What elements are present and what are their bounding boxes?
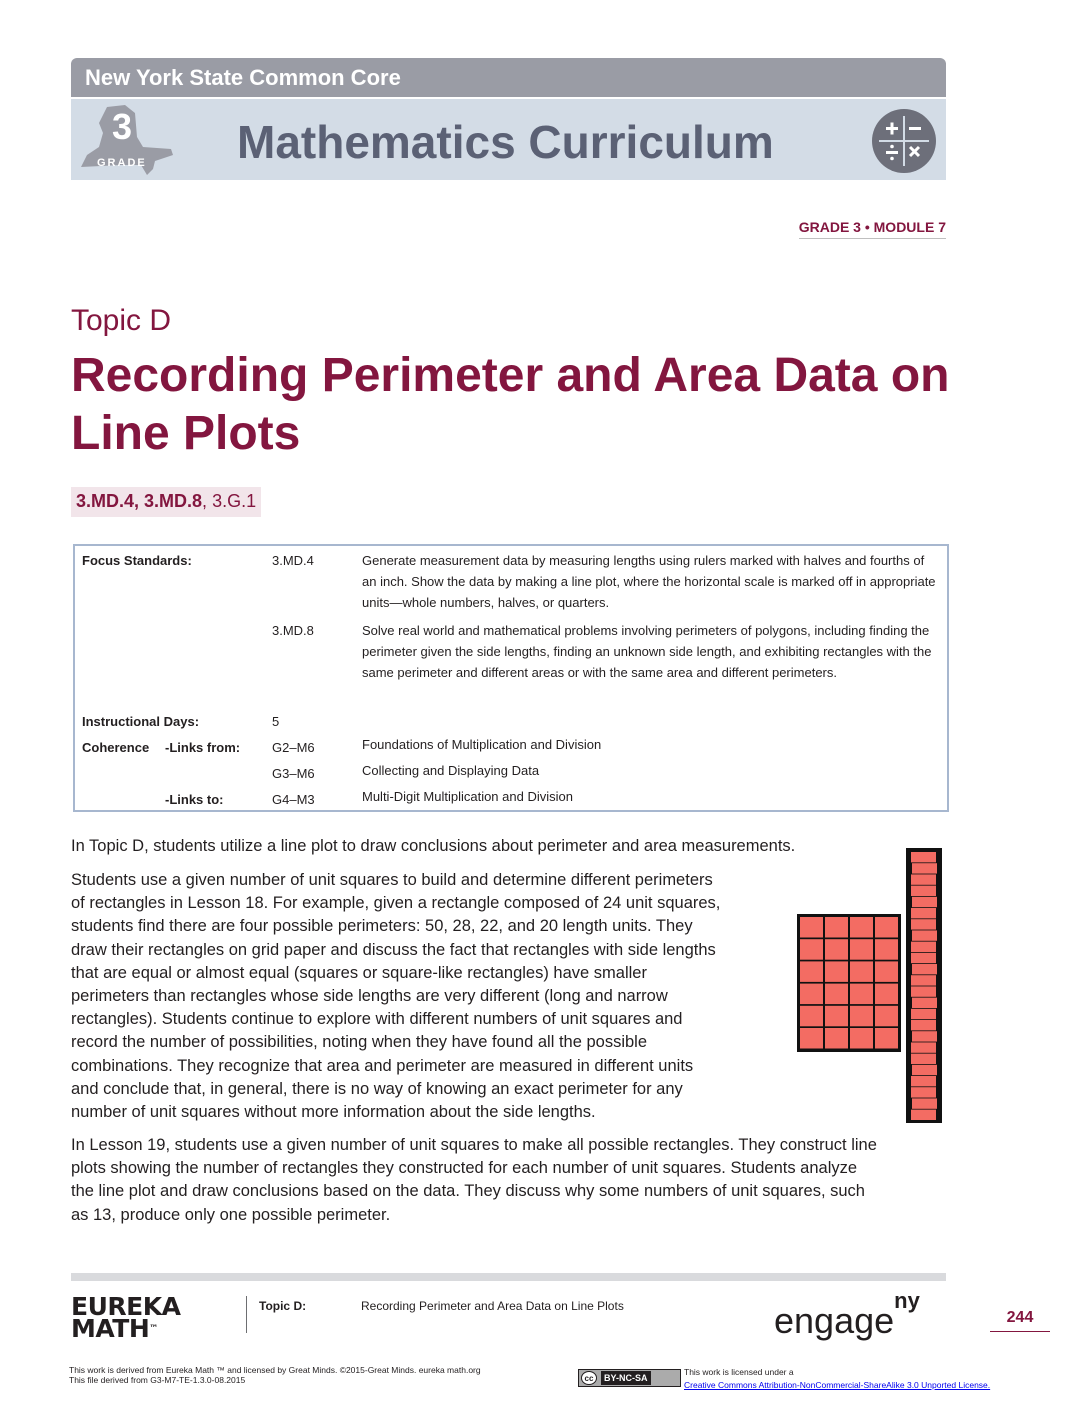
paragraph-line: students find there are four possible perimeters: 50, 28, 22, and 20 length units. They (71, 917, 693, 936)
lesson-19-paragraph (71, 1134, 951, 1227)
standards-regular: 3.G.1 (212, 491, 257, 511)
footer-topic-label: Topic D: (259, 1299, 307, 1313)
unit-square-tile (850, 939, 873, 960)
coherence-label: Coherence (82, 740, 150, 755)
unit-square-tile (912, 897, 937, 907)
instructional-days-value: 5 (272, 714, 280, 729)
unit-square-tile (850, 961, 873, 982)
focus-standards-label: Focus Standards: (82, 553, 192, 568)
paragraph-line: perimeters than rectangles whose side lengths are very different (long and narrow (71, 987, 668, 1006)
paragraph-line: Students use a given number of unit squares to build and determine different perimeters (71, 871, 713, 889)
unit-square-tile (825, 1006, 848, 1027)
paragraph-line: draw their rectangles on grid paper and discuss the fact that rectangles with side lengths (71, 940, 716, 959)
links-from-label: -Links from: (165, 740, 241, 755)
topic-label: Topic D (71, 304, 172, 337)
math-operations-icon (871, 108, 937, 174)
intro-paragraph: In Topic D, students utilize a line plot to draw conclusions about perimeter and area measurements. (71, 837, 796, 855)
unit-square-tile (825, 917, 848, 938)
unit-square-tile (800, 1006, 823, 1027)
link-title: Collecting and Displaying Data (362, 763, 540, 778)
unit-squares-rectangle-photo (797, 914, 901, 1052)
credit-line: This work is derived from Eureka Math ™ and licensed by Great Minds. ©2015-Great Minds. eureka math.org (69, 1365, 481, 1375)
unit-square-tile (912, 1098, 937, 1108)
page-number: 244 (990, 1309, 1050, 1332)
link-title: Foundations of Multiplication and Division (362, 737, 602, 752)
topic-title: Recording Perimeter and Area Data on Line Plots (71, 349, 950, 460)
curriculum-banner (71, 99, 946, 180)
unit-square-tile (850, 1028, 873, 1049)
curriculum-title: Mathematics Curriculum (237, 116, 774, 168)
state-title: New York State Common Core (85, 65, 401, 90)
unit-square-tile (911, 1110, 936, 1120)
engageny-sup: ny (894, 1288, 920, 1313)
unit-square-tile (875, 917, 898, 938)
unit-square-tile (825, 961, 848, 982)
unit-square-tile (911, 953, 936, 963)
logo-line-eureka: EUREKA (71, 1292, 181, 1321)
file-source-line: This file derived from G3-M7-TE-1.3.0-08.2015 (69, 1375, 246, 1385)
lesson-18-paragraph (71, 869, 791, 1124)
unit-square-tile (800, 1028, 823, 1049)
license-link[interactable]: Creative Commons Attribution-NonCommercial-ShareAlike 3.0 Unported License. (684, 1380, 991, 1390)
link-title: Multi-Digit Multiplication and Division (362, 789, 573, 804)
paragraph-line: record the number of possibilities, noting when they have found all the possible (71, 1033, 648, 1052)
unit-square-tile (825, 1028, 848, 1049)
unit-square-tile (825, 939, 848, 960)
unit-square-tile (800, 917, 823, 938)
paragraph-line: as 13, produce only one possible perimeter. (71, 1205, 391, 1224)
unit-square-tile (875, 961, 898, 982)
standard-description: Generate measurement data by measuring lengths using rulers marked with halves and fourths of an inch. Show the data by making a line plot, where the horizontal scale is marked off in appropriate units—whole numbers, halves, or quarters. (362, 553, 936, 610)
unit-square-tile (911, 852, 936, 862)
unit-square-tile (875, 1028, 898, 1049)
unit-square-tile (850, 984, 873, 1005)
module-label: GRADE 3 • MODULE 7 (799, 219, 946, 239)
paragraph-line: In Lesson 19, students use a given number of unit squares to make all possible rectangles. They construct line (71, 1136, 877, 1154)
header-banner (71, 58, 946, 97)
paragraph-line: and conclude that, in general, there is no way of knowing an exact perimeter for any (71, 1079, 683, 1098)
instructional-days-label: Instructional Days: (82, 714, 200, 729)
unit-square-tile (911, 874, 936, 884)
unit-square-tile (912, 1065, 937, 1075)
link-code: G3–M6 (272, 766, 315, 781)
paragraph-line: of rectangles in Lesson 18. For example, given a rectangle composed of 24 unit squares, (71, 894, 721, 913)
logo-line-math: MATH™ (71, 1314, 158, 1343)
eureka-math-logo (71, 1292, 181, 1343)
trademark: ™ (149, 1324, 158, 1334)
unit-square-tile (911, 1020, 936, 1030)
paragraph-line: number of unit squares without more information about the side lengths. (71, 1103, 596, 1122)
grade-word: GRADE (97, 157, 147, 169)
standards-separator: , (202, 491, 213, 511)
unit-square-tile (825, 984, 848, 1005)
unit-square-tile (912, 863, 937, 873)
creative-commons-badge[interactable] (578, 1369, 681, 1387)
paragraph-line: rectangles). Students continue to explore with different numbers of unit squares and (71, 1010, 683, 1029)
standard-code: 3.MD.4 (272, 553, 314, 568)
unit-square-tile (911, 908, 936, 918)
unit-square-tile (850, 917, 873, 938)
paragraph-line: the line plot and draw conclusions based on the data. They discuss why some numbers of unit squares, such (71, 1182, 865, 1201)
cc-license-tag: BY-NC-SA (601, 1371, 651, 1385)
standard-description: Solve real world and mathematical problems involving perimeters of polygons, including finding the perimeter given the side lengths, finding an unknown side length, and exhibiting rectangles with the same perimeter and different areas or with the same area and different perimeters. (362, 623, 932, 680)
unit-square-tile (912, 964, 937, 974)
unit-square-tile (875, 939, 898, 960)
engageny-logo: engage$^{ny}$ (774, 1288, 920, 1341)
unit-square-tile (911, 1009, 936, 1019)
unit-square-tile (911, 1042, 936, 1052)
unit-square-tile (912, 1031, 937, 1041)
paragraph-line: plots showing the number of rectangles they constructed for each number of unit squares. Students analyze (71, 1159, 858, 1178)
link-code: G4–M3 (272, 792, 315, 807)
standards-bold: 3.MD.4, 3.MD.8 (76, 491, 203, 511)
unit-square-tile (911, 1076, 936, 1086)
focus-standards-table (73, 544, 949, 812)
tile-grid-4x6 (797, 914, 901, 1052)
unit-square-tile (912, 998, 937, 1008)
unit-square-tile (911, 942, 936, 952)
unit-square-tile (800, 961, 823, 982)
unit-square-tile (800, 984, 823, 1005)
links-to-label: -Links to: (165, 792, 224, 807)
unit-square-tile (875, 1006, 898, 1027)
unit-square-tile (912, 930, 937, 940)
paragraph-line: that are equal or almost equal (squares or square-like rectangles) have smaller (71, 963, 647, 982)
unit-square-tile (911, 975, 936, 985)
grade-number: 3 (111, 106, 133, 147)
unit-square-tile (911, 1087, 936, 1097)
link-code: G2–M6 (272, 740, 315, 755)
footer-separator (246, 1296, 247, 1333)
unit-square-tile (800, 939, 823, 960)
unit-square-tile (911, 986, 936, 996)
footer-divider-bar (71, 1273, 946, 1281)
unit-square-tile (850, 1006, 873, 1027)
standards-tag (71, 487, 261, 517)
unit-squares-strip-photo (906, 848, 942, 1123)
unit-square-tile (911, 1054, 936, 1064)
footer-topic-title: Recording Perimeter and Area Data on Line Plots (361, 1299, 624, 1313)
standard-code: 3.MD.8 (272, 623, 314, 638)
paragraph-line: combinations. They recognize that area and perimeter are measured in different units (71, 1056, 694, 1075)
license-intro: This work is licensed under a (684, 1367, 794, 1377)
unit-square-tile (911, 919, 936, 929)
tile-strip-1x24 (906, 848, 942, 1123)
cc-icon: cc (581, 1371, 597, 1385)
unit-square-tile (875, 984, 898, 1005)
unit-square-tile (911, 886, 936, 896)
